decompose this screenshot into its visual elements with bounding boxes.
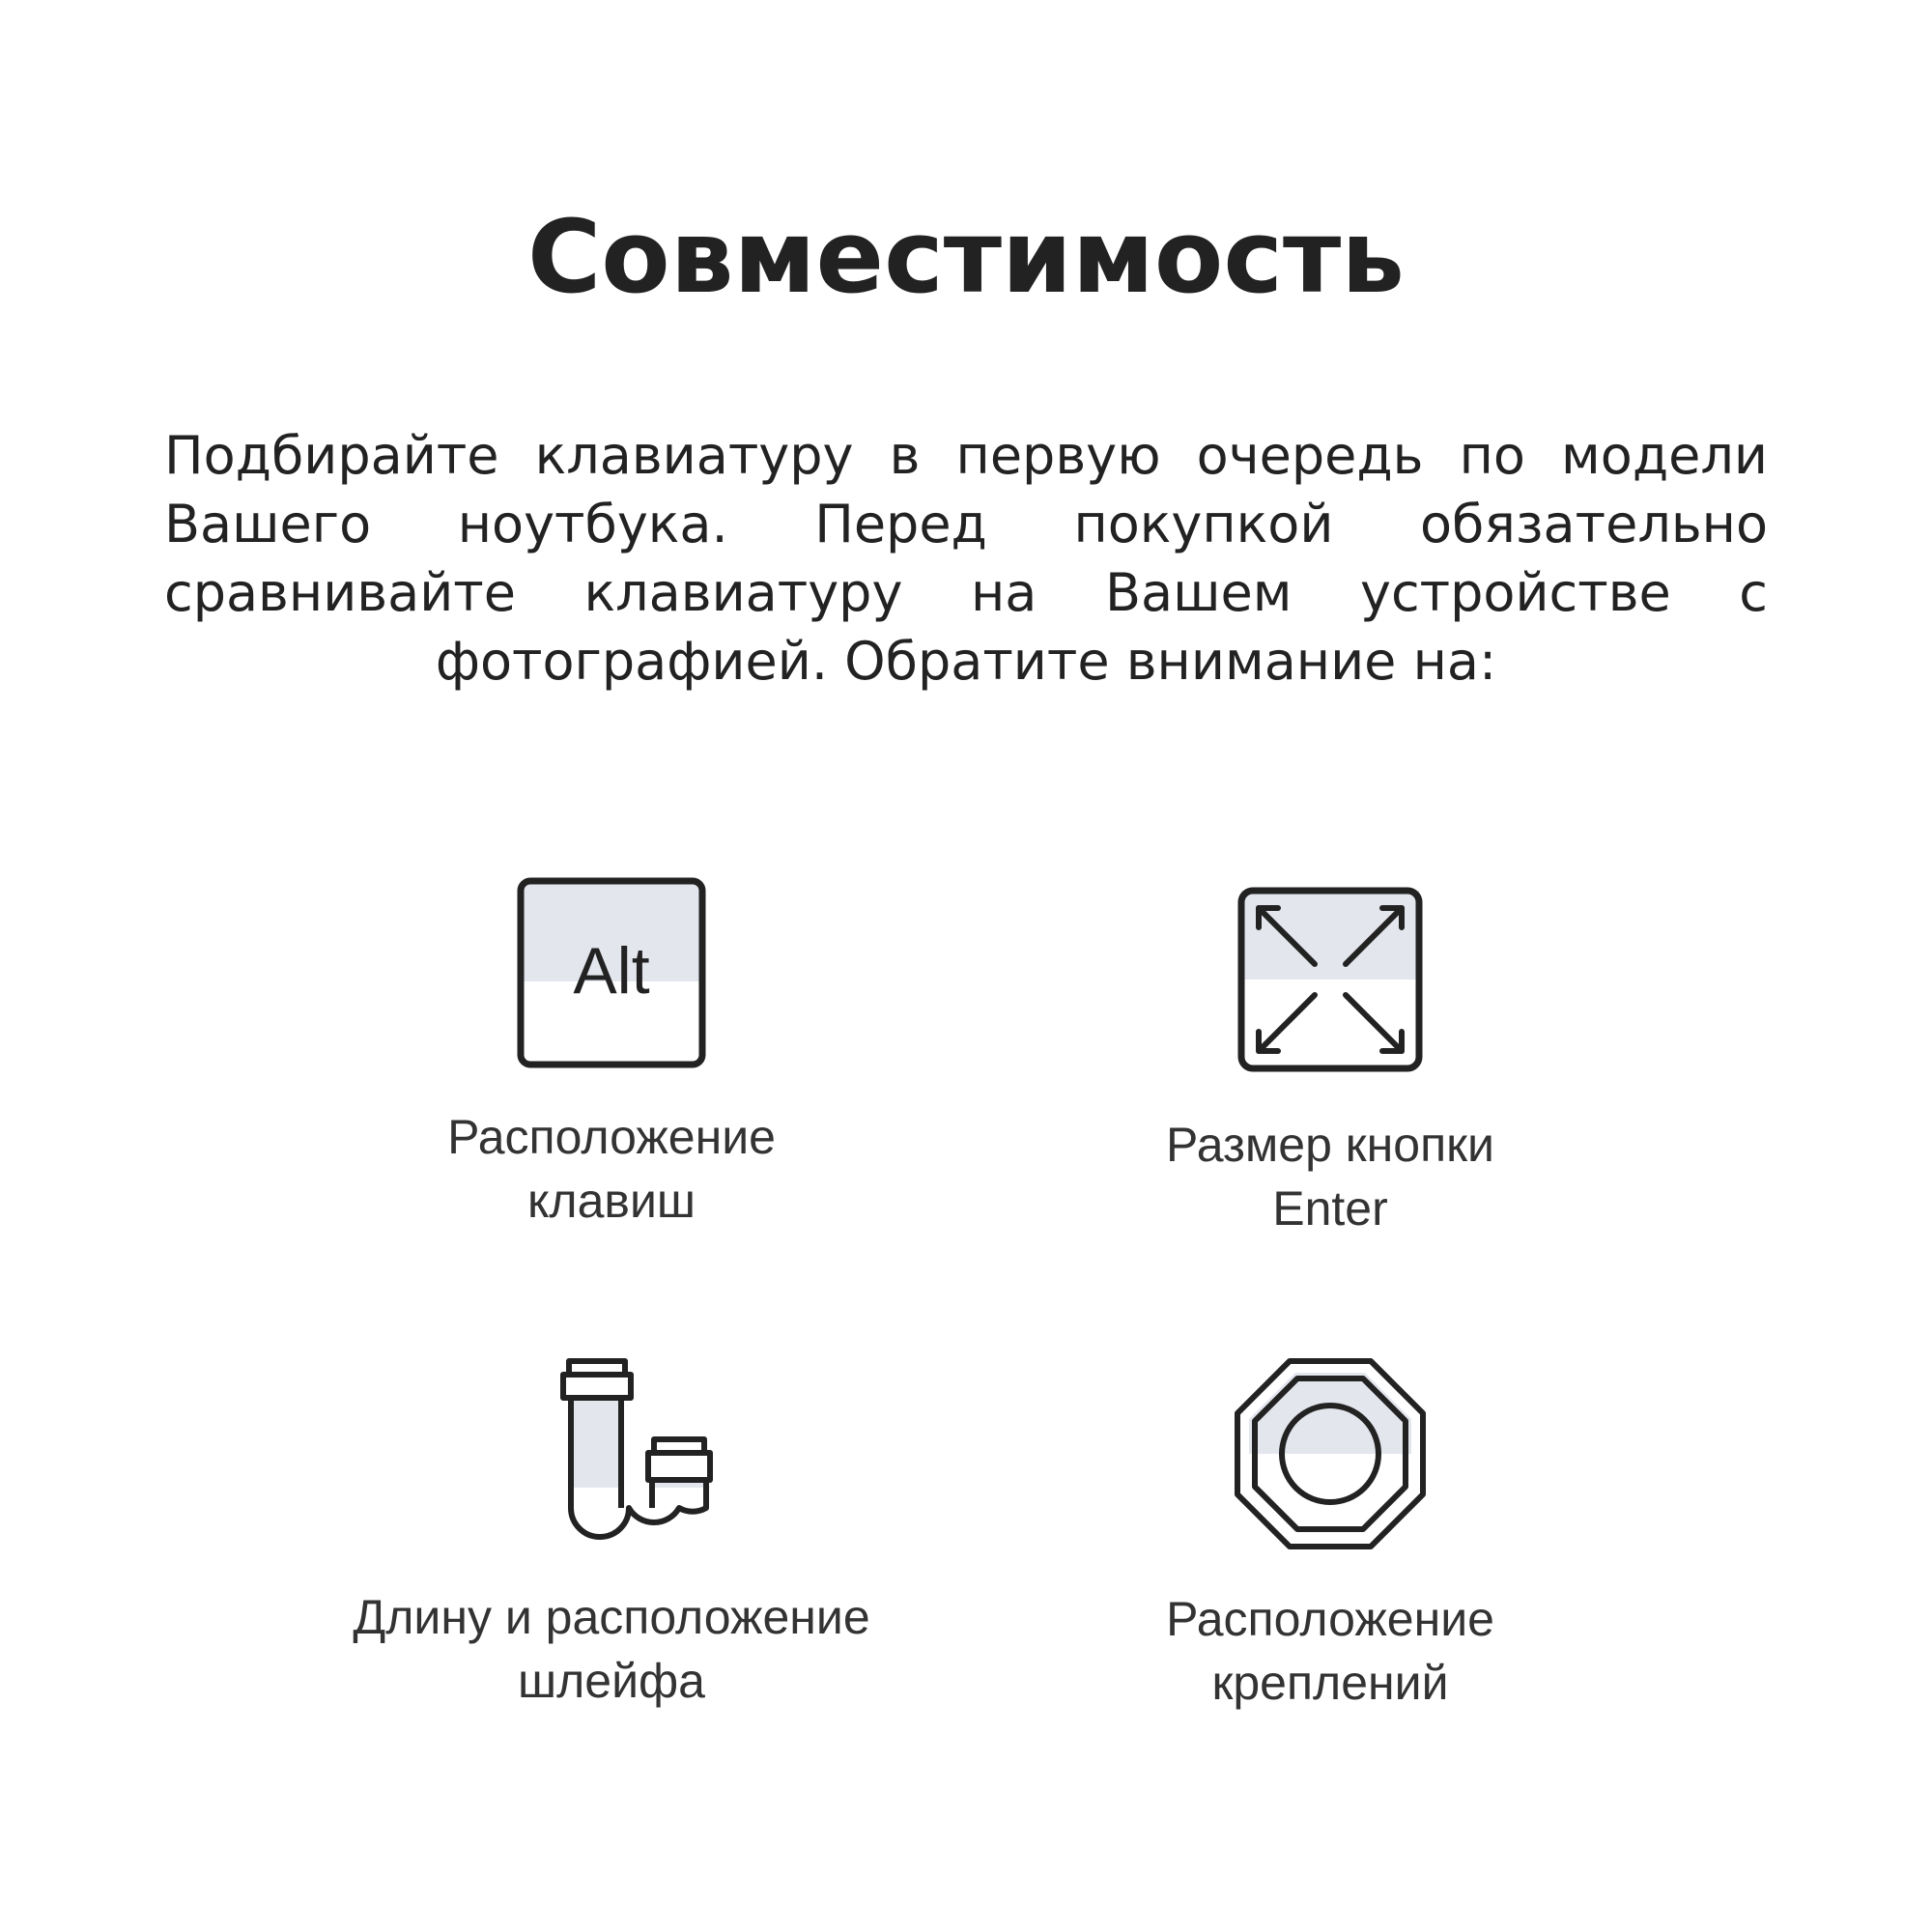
alt-key-text: Alt [573,934,650,1008]
page-title: Совместимость [526,198,1406,316]
feature-label-enter-size: Размер кнопки Enter [1166,1118,1494,1236]
ribbon-cable-icon [515,1357,708,1550]
feature-label-ribbon-cable: Длину и расположение шлейфа [353,1590,870,1708]
feature-label-key-layout: Расположение клавиш [447,1110,776,1228]
feature-enter-size [992,885,1668,1240]
alt-key-icon [515,877,708,1070]
feature-mounting [992,1357,1668,1715]
intro-text: Подбирайте клавиатуру в первую очередь по модели Вашего ноутбука. Перед покупкой обязательно сравнивайте клавиатуру на Вашем устройстве с фотографией. Обратите внимание на: [164,425,1768,692]
feature-key-layout [273,877,950,1233]
expand-arrows-icon [1236,885,1425,1074]
octagon-mount-icon [1234,1357,1427,1550]
feature-ribbon-cable [273,1357,950,1713]
feature-label-mounting: Расположение креплений [1166,1592,1494,1710]
